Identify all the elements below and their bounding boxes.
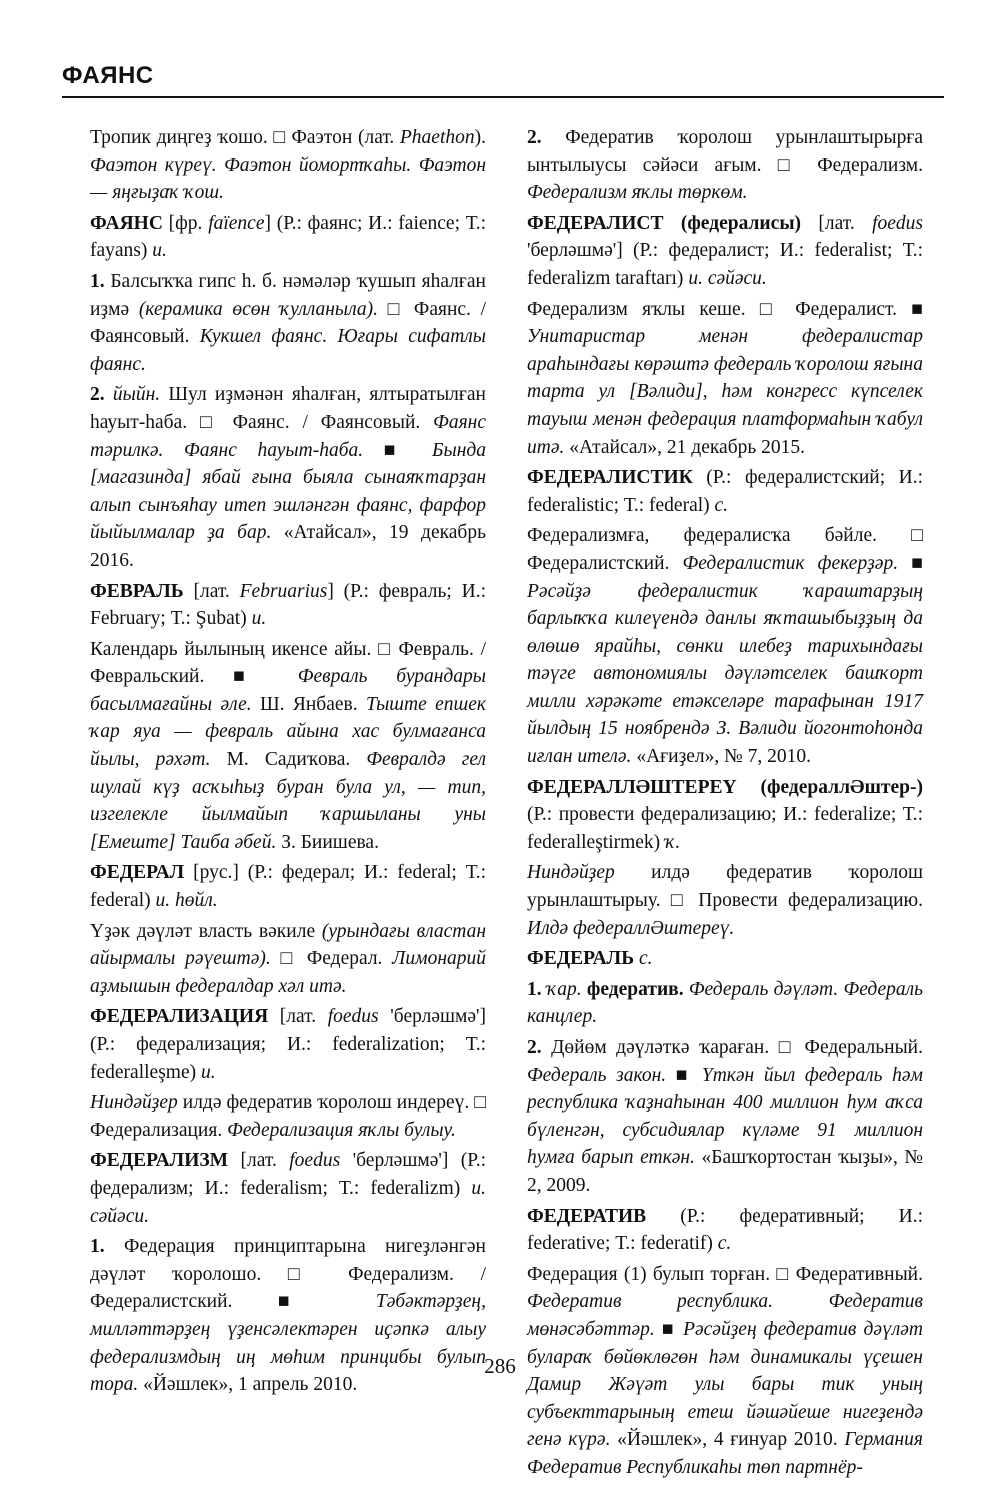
entry-paragraph: ФЕДЕРАЛЬ с. [527, 948, 653, 970]
entry-paragraph: Календарь йылының икенсе айы. □ Февраль. / Февральский. ■ Февраль бурандары басылмағайны әле. Ш. Янбаев. Тыште епшек ҡар яуа — февраль айына хас булмағанса йылы, рәхәт. М. Садиҡова. Февралдә гел шулай күҙ асҡыһыҙ буран була ул, — тип, изгелекле йылмайып ҡаршыланы уны [Емеште] Таиба әбей. З. Биишева. [90, 638, 487, 853]
entry-paragraph: Тропик диңгеҙ ҡошо. □ Фаэтон (лат. Phaethon). Фаэтон күреү. Фаэтон йомортҡаһы. Фаэтон — яңғыҙаҡ ҡош. [90, 127, 486, 204]
right-column [527, 124, 923, 1485]
page-number: 286 [484, 1354, 516, 1378]
entry-paragraph: 1. ҡар. федератив. Федераль дәүләт. Федераль канцлер. [527, 978, 924, 1028]
entry-paragraph: Ниндәйҙер илдә федератив ҡоролош индереү. □ Федерализация. Федерализация яҡлы булыу. [90, 1092, 486, 1141]
entry-paragraph: Ниндәйҙер илдә федератив ҡоролош урынлаштырыу. □ Провести федерализацию. Илдә федераллӘштереү. [527, 862, 923, 939]
entry-paragraph: 1. Федерация принциптарына нигеҙләнгән дәүләт ҡоролошо. □ Федерализм. / Федералистский. ■ Тәбәктәрҙең, милләттәрҙең үҙенсәлектәрен иҫәпкә алыу федерализмдың иң мөһим принцибы булып тора. «Йәшлек», 1 апрель 2010. [90, 1236, 486, 1396]
entry-paragraph: ФЕДЕРАЛИСТИК (Р.: федералистский; И.: federalistic; Т.: federal) с. [527, 467, 923, 516]
entry-paragraph: ФАЯНС [фр. faïence] (Р.: фаянс; И.: faience; Т.: fayans) и. [90, 212, 486, 262]
entry-paragraph: ФЕДЕРАЛ [рус.] (Р.: федерал; И.: federal; Т.: federal) и. һөйл. [90, 862, 486, 912]
entry-paragraph: 2. йыйн. Шул иҙмәнән яһалған, ялтыратылған һауыт-һаба. □ Фаянс. / Фаянсовый. Фаянс тәрилкә. Фаянс һауыт-һаба. ■ Бында [магазинда] ябай ғына быяла сынаяҡтарҙан алып сынъяһау итеп эшләнгән фаянс, фарфор йыйылмалар ҙа бар. «Атайсал», 19 декабрь 2016. [90, 384, 486, 571]
entry-paragraph: Федерализмға, федералисҡа бәйле. □ Федералистский. Федералистик фекерҙәр. ■ Рәсәйҙә федералистик ҡараштарҙың барлыҡҡа килеүендә данлы яҡташыбыҙҙың да өлөшө ярайһы, сөнки илебеҙ тарихындағы тәүге автономиялы дәүләтселек башҡорт милли хәрәкәте етәкселәре тарафынан 1917 йылдың 15 ноябрендә З. Вәлиди йогонтоhонда иғлан ителә. «Ағиҙел», № 7, 2010. [527, 525, 923, 768]
entry-paragraph: Федерализм яҡлы кеше. □ Федералист. ■ Унитаристар менән федералистар араһындағы көрәштә федераль ҡоролош яғына тарта ул [Вәлиди], һәм конгресс күпселек тауыш менән федерация платформаһын ҡабул итә. «Атайсал», 21 декабрь 2015. [527, 298, 923, 458]
left-column [90, 124, 486, 1402]
header-rule [62, 96, 944, 98]
entry-paragraph: ФЕДЕРАЛИЗАЦИЯ [лат. foedus 'берләшмә'] (Р.: федерализация; И.: federalization; Т.: federalleşme) и. [90, 1006, 486, 1083]
entry-paragraph: ФЕДЕРАЛИСТ (федералисы) [лат. foedus 'берләшмә'] (Р.: федералист; И.: federalist; Т.: federalizm taraftarı) и. сәйәси. [527, 212, 923, 289]
entry-paragraph: 1. Балсыҡҡа гипс һ. б. нәмәләр ҡушып яһалған иҙмә (керамика өсөн ҡулланыла). □ Фаянс. / Фаянсовый. Кукшел фаянс. Юғары сифатлы фаянс. [90, 270, 486, 375]
entry-paragraph: ФЕДЕРАТИВ (Р.: федеративный; И.: federative; Т.: federatif) с. [527, 1205, 923, 1255]
entry-paragraph: ФЕДЕРАЛИЗМ [лат. foedus 'берләшмә'] (Р.: федерализм; И.: federalism; Т.: federalizm) и. сәйәси. [90, 1150, 486, 1227]
entry-paragraph: Үҙәк дәүләт власть вәкиле (урындағы властан айырмалы рәүештә). □ Федерал. Лимонарий аҙмышын федералдар хәл итә. [90, 920, 486, 997]
entry-paragraph: ФЕВРАЛЬ [лат. Februarius] (Р.: февраль; И.: February; Т.: Şubat) и. [90, 580, 486, 630]
entry-paragraph: 2. Федератив ҡоролош урынлаштырырға ынтылыусы сәйәси ағым. □ Федерализм. Федерализм яҡлы төркөм. [527, 127, 923, 204]
entry-paragraph: Федерация (1) булып торған. □ Федеративный. Федератив республика. Федератив мөнәсәбәттәр. ■ Рәсәйҙең федератив дәүләт булараҡ бөйөклөгөн һәм динамикалы үҫешен Дамир Жәүәт улы бары тик уның субъекттарының етеш йәшәйеше нигеҙендә генә күрә. «Йәшлек», 4 ғинуар 2010. Германия Федератив Республикаһы төп партнёр- [527, 1263, 923, 1478]
running-head: ФАЯНС [62, 62, 154, 89]
entry-paragraph: 2. Дөйөм дәүләткә ҡараған. □ Федеральный. Федераль закон. ■ Үткән йыл федераль һәм республика ҡаҙнаһынан 400 миллион һум аҡса бүленгән, субсидиялар күләме 91 миллион һумға барып еткән. «Башҡортостан ҡыҙы», № 2, 2009. [527, 1037, 924, 1196]
entry-paragraph: ФЕДЕРАЛЛӘШТЕРЕҮ (федераллӘштер-) (Р.: провести федерализацию; И.: federalize; Т.: federalleştirmek) ҡ. [527, 776, 923, 853]
